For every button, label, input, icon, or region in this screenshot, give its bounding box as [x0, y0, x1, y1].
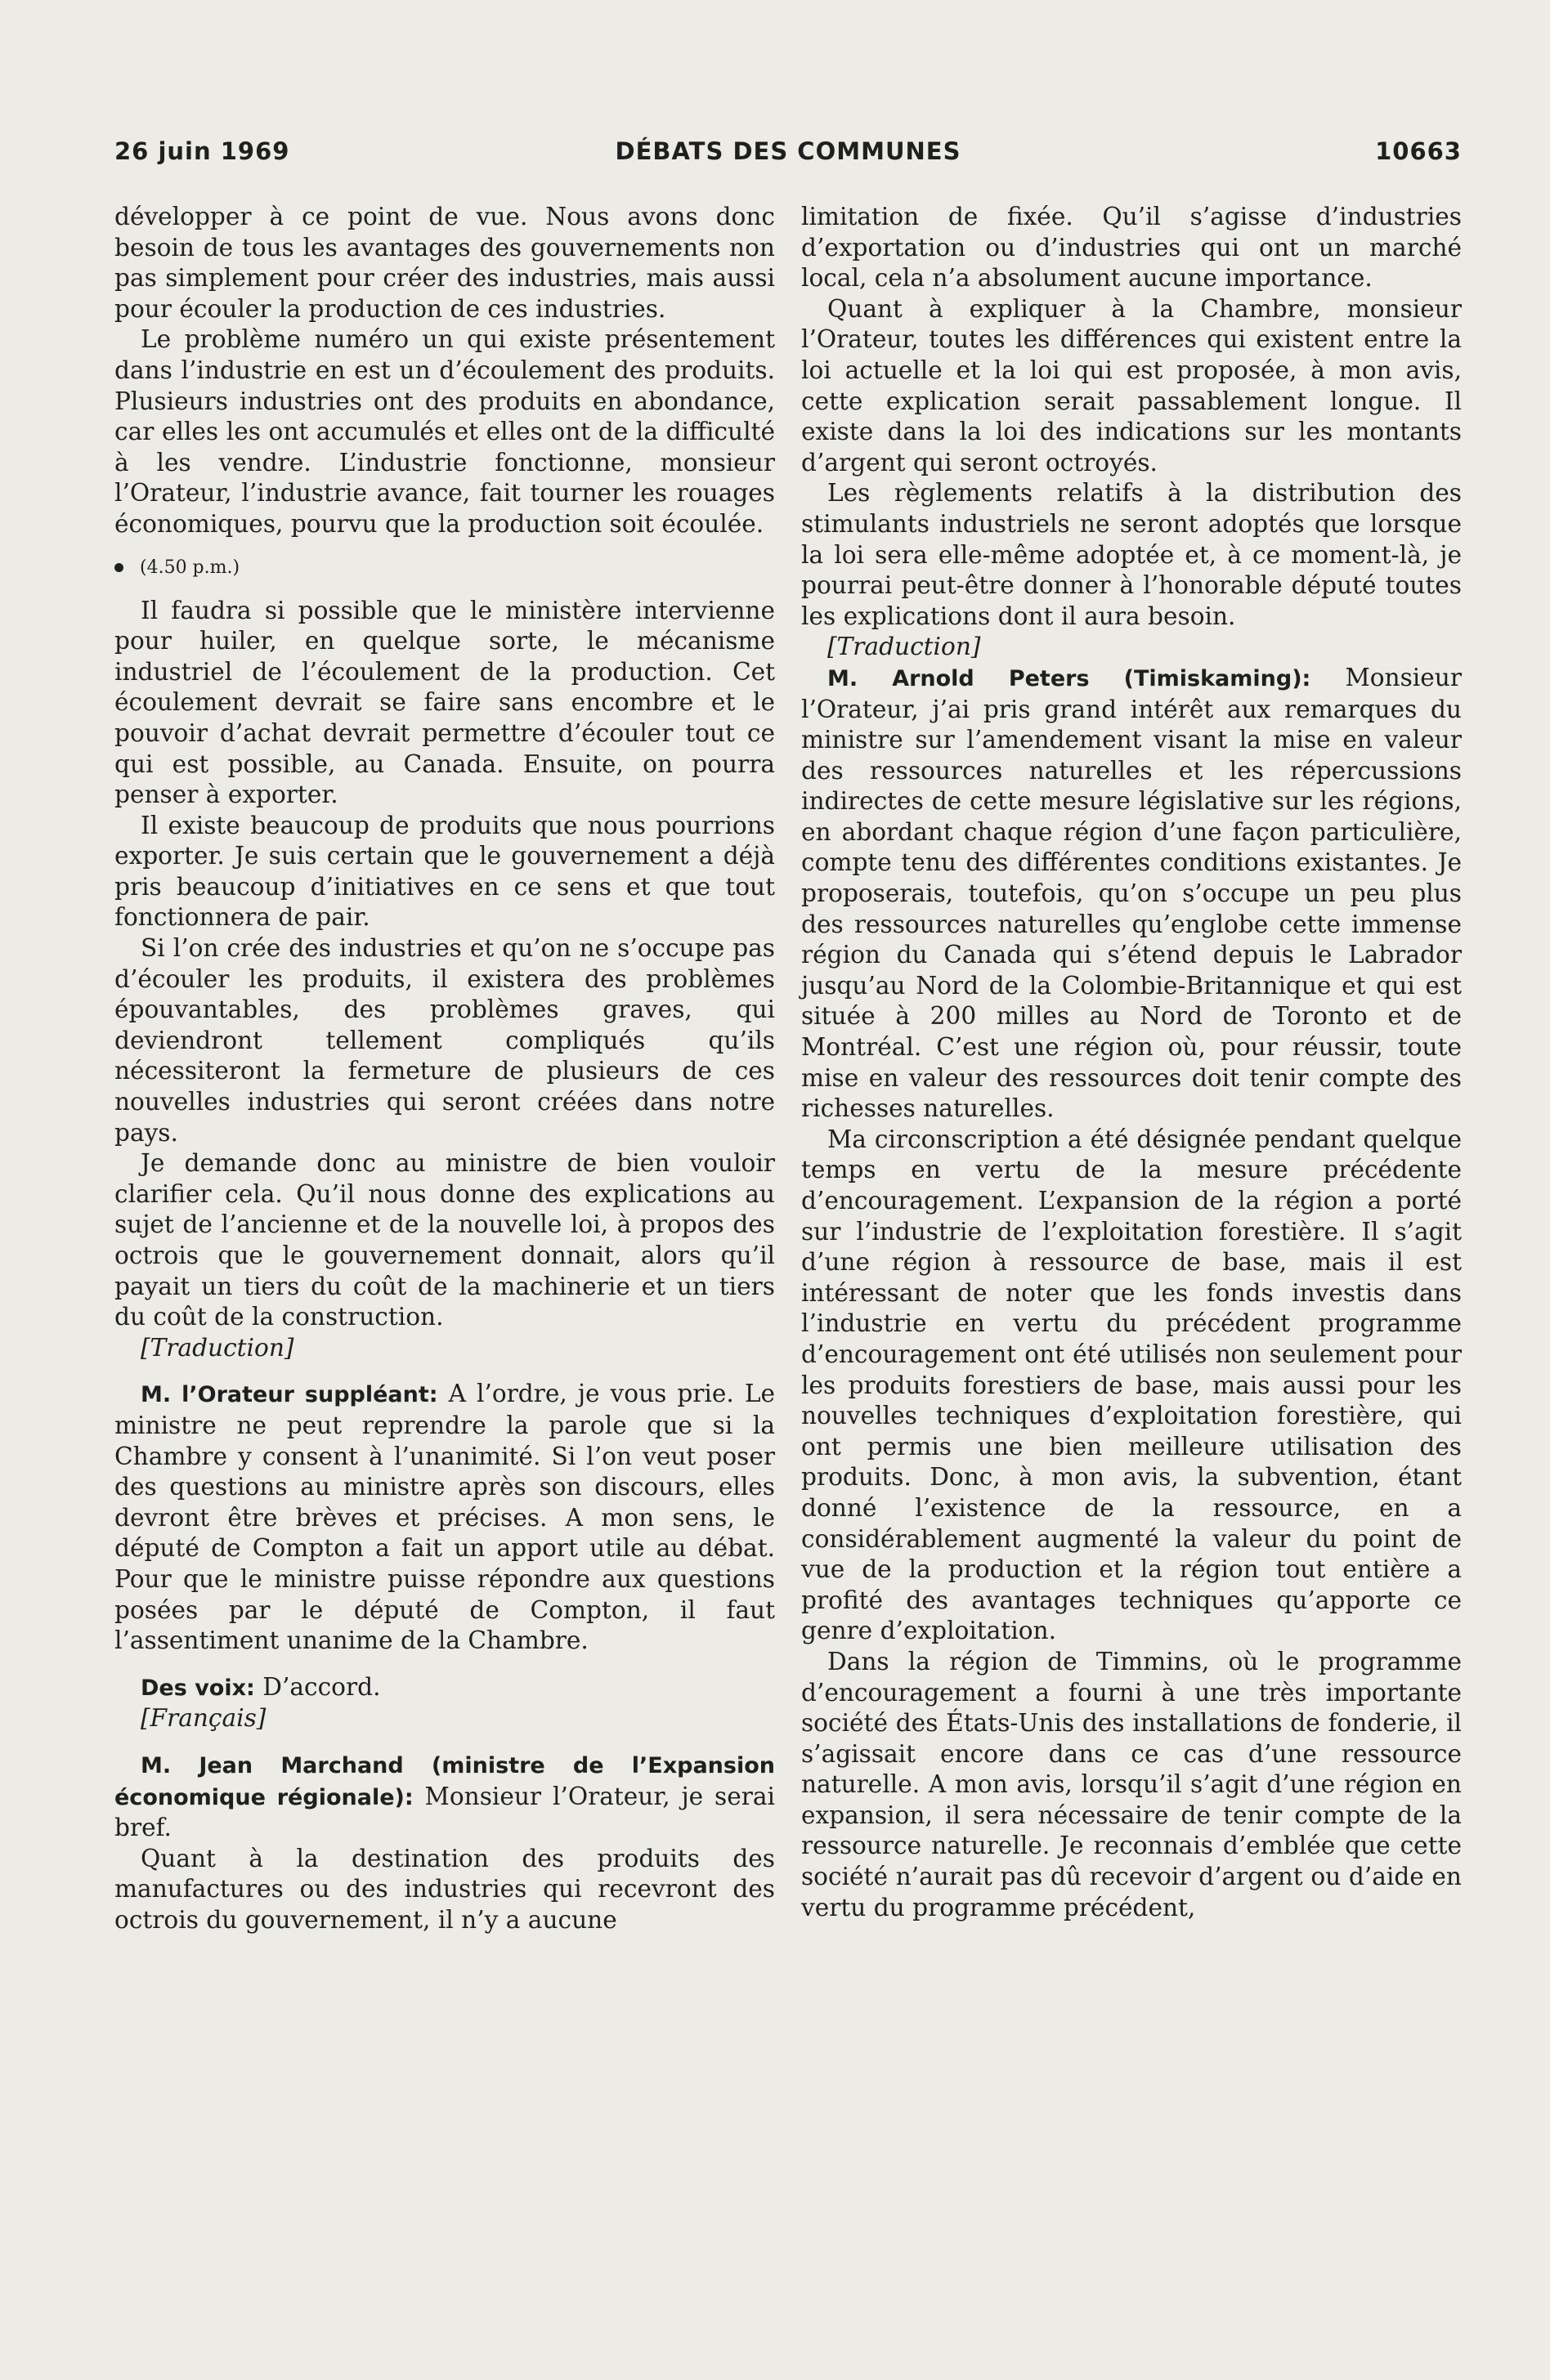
speech — [801, 663, 1462, 1125]
speech — [114, 1672, 775, 1704]
paragraph: Quant à expliquer à la Chambre, monsieur l’Orateur, toutes les différences qui existent entre la loi actuelle et la loi qui est proposée, à mon avis, cette explication serait passablement longue. Il existe dans la loi des indications sur les montants d’argent qui seront octroyés. — [801, 294, 1462, 476]
speech — [114, 1379, 775, 1656]
paragraph: Il existe beaucoup de produits que nous pourrions exporter. Je suis certain que le gouvernement a déjà pris beaucoup d’initiatives en ce sens et que tout fonctionnera de pair. — [114, 811, 775, 932]
header-title: DÉBATS DES COMMUNES — [615, 137, 961, 165]
right-column — [801, 202, 1462, 1923]
left-column — [114, 202, 775, 1935]
paragraph: Je demande donc au ministre de bien vouloir clarifier cela. Qu’il nous donne des explications au sujet de l’ancienne et de la nouvelle loi, à propos des octrois que le gouvernement donnait, alors qu’il payait un tiers du coût de la machinerie et un tiers du coût de la construction. — [114, 1149, 775, 1331]
speech — [114, 1750, 775, 1844]
speaker-name: M. Jean Marchand (ministre de l’Expansion économique régionale): — [114, 1752, 775, 1810]
paragraph: limitation de fixée. Qu’il s’agisse d’industries d’exportation ou d’industries qui ont un marché local, cela n’a absolument aucune importance. — [801, 203, 1462, 293]
paragraph: développer à ce point de vue. Nous avons donc besoin de tous les avantages des gouvernements non pas simplement pour créer des industries, mais aussi pour écouler la production de ces industries. — [114, 203, 775, 323]
speaker-name: Des voix: — [141, 1675, 255, 1701]
time-marker-text: (4.50 p.m.) — [140, 557, 240, 578]
speech-text: Monsieur l’Orateur, j’ai pris grand intérêt aux remarques du ministre sur l’amendement visant la mise en valeur des ressources naturelles et les répercussions indirectes de cette mesure législative sur les régions, en abordant chaque région d’une façon particulière, compte tenu des différentes conditions existantes. Je proposerais, toutefois, qu’on s’occupe un peu plus des ressources naturelles qu’englobe cette immense région du Canada qui s’étend depuis le Labrador jusqu’au Nord de la Colombie-Britannique et qui est située à 200 milles au Nord de Toronto et de Montréal. C’est une région où, pour réussir, toute mise en valeur des ressources doit tenir compte des richesses naturelles. — [801, 663, 1462, 1123]
speech-text: D’accord. — [262, 1672, 381, 1701]
language-tag: [Français] — [141, 1704, 267, 1733]
speech-text: Monsieur l’Orateur, je serai bref. — [114, 1782, 775, 1842]
paragraph: Si l’on crée des industries et qu’on ne s’occupe pas d’écouler les produits, il existera des problèmes épouvantables, des problèmes graves, qui deviendront tellement compliqués qu’ils nécessiteront la fermeture de plusieurs de ces nouvelles industries qui seront créées dans notre pays. — [114, 934, 775, 1147]
paragraph: Dans la région de Timmins, où le programme d’encouragement a fourni à une très importante société des États-Unis des installations de fonderie, il s’agissait encore dans ce cas d’une ressource naturelle. A mon avis, lorsqu’il s’agit d’une région en expansion, il sera nécessaire de tenir compte de la ressource naturelle. Je reconnais d’emblée que cette société n’aurait pas dû recevoir d’argent ou d’aide en vertu du programme précédent, — [801, 1647, 1462, 1921]
header-date: 26 juin 1969 — [114, 137, 290, 165]
time-marker — [114, 556, 775, 580]
speech-text: A l’ordre, je vous prie. Le ministre ne peut reprendre la parole que si la Chambre y consent à l’unanimité. Si l’on veut poser des questions au ministre après son discours, elles devront être brèves et précises. A mon sens, le député de Compton a fait un apport utile au débat. Pour que le ministre puisse répondre aux questions posées par le député de Compton, il faut l’assentiment unanime de la Chambre. — [114, 1380, 775, 1655]
page-number: 10663 — [1375, 137, 1462, 165]
language-tag: [Traduction] — [141, 1333, 294, 1362]
paragraph: Ma circonscription a été désignée pendant quelque temps en vertu de la mesure précédente d’encouragement. L’expansion de la région a porté sur l’industrie de l’exploitation forestière. Il s’agit d’une région à ressource de base, mais il est intéressant de noter que les fonds investis dans l’industrie en vertu du précédent programme d’encouragement ont été utilisés non seulement pour les produits forestiers de base, mais aussi pour les nouvelles techniques d’exploitation forestière, qui ont permis une bien meilleure utilisation des produits. Donc, à mon avis, la subvention, étant donné l’existence de la ressource, en a considérablement augmenté la valeur du point de vue de la production et la région tout entière a profité des avantages techniques qu’apporte ce genre d’exploitation. — [801, 1125, 1462, 1645]
paragraph: Quant à la destination des produits des manufactures ou des industries qui recevront des octrois du gouvernement, il n’y a aucune — [114, 1844, 775, 1934]
paragraph: Le problème numéro un qui existe présentement dans l’industrie en est un d’écoulement des produits. Plusieurs industries ont des produits en abondance, car elles les ont accumulés et elles ont de la difficulté à les vendre. L’industrie fonctionne, monsieur l’Orateur, l’industrie avance, fait tourner les rouages économiques, pourvu que la production soit écoulée. — [114, 325, 775, 538]
paragraph: Il faudra si possible que le ministère intervienne pour huiler, en quelque sorte, le mécanisme industriel de l’écoulement de la production. Cet écoulement devrait se faire sans encombre et le pouvoir d’achat devrait permettre d’écouler tout ce qui est possible, au Canada. Ensuite, on pourra penser à exporter. — [114, 596, 775, 809]
speaker-name: M. Arnold Peters (Timiskaming): — [827, 665, 1311, 691]
paragraph: Les règlements relatifs à la distribution des stimulants industriels ne seront adoptés que lorsque la loi sera elle-même adoptée et, à ce moment-là, je pourrai peut-être donner à l’honorable député toutes les explications dont il aura besoin. — [801, 479, 1462, 630]
language-tag: [Traduction] — [827, 633, 981, 661]
bullet-dot-icon — [114, 563, 123, 572]
page-header — [114, 137, 1462, 170]
speaker-name: M. l’Orateur suppléant: — [141, 1382, 438, 1408]
